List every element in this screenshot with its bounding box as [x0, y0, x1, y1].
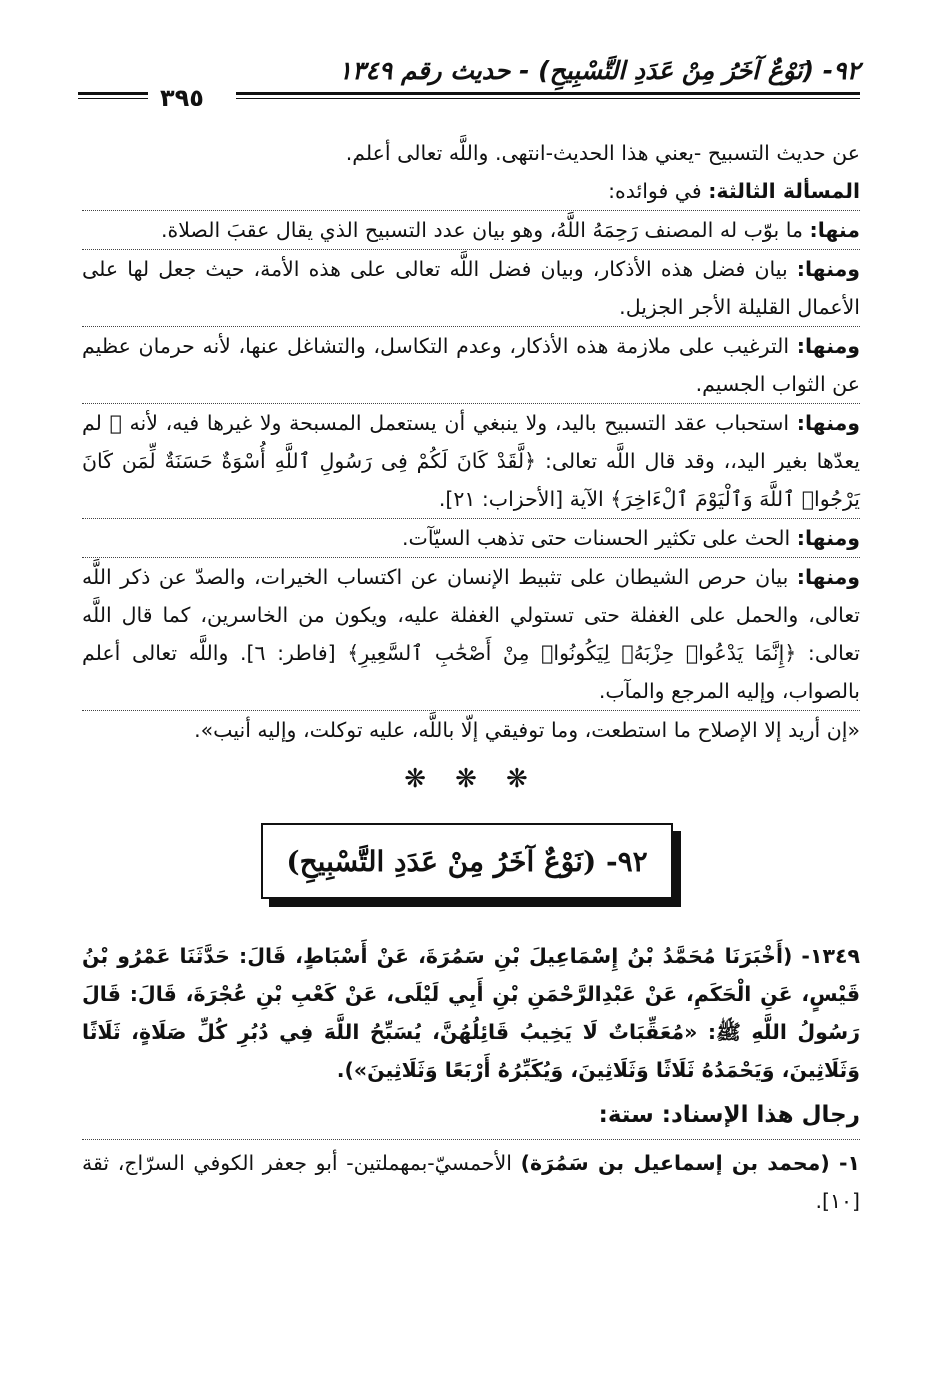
narrator-entry: ١- (محمد بن إسماعيل بن سَمُرَة) الأحمسيّ-بمهملتين- أبو جعفر الكوفي السرّاج، ثقة [١٠]. — [82, 1139, 860, 1220]
paragraph: «إن أريد إلا الإصلاح ما استطعت، وما توفيقي إلّا باللَّه، عليه توكلت، وإليه أنيب». — [82, 710, 860, 749]
paragraph: عن حديث التسبيح -يعني هذا الحديث-انتهى. واللَّه تعالى أعلم. — [345, 141, 860, 165]
chapter-heading — [261, 823, 681, 907]
hadith-text: ١٣٤٩- (أَخْبَرَنَا مُحَمَّدُ بْنُ إِسْمَاعِيلَ بْنِ سَمُرَةَ، عَنْ أَسْبَاطٍ، قَالَ: حَدَّثَنَا عَمْرُو بْنُ قَيْسٍ، عَنِ الْحَكَمِ، عَنْ عَبْدِالرَّحْمَنِ بْنِ أَبِي لَيْلَى، عَنْ كَعْبِ بْنِ عُجْرَةَ، قَالَ: قَالَ رَسُولُ اللَّهِ ﷺ: «مُعَقِّبَاتٌ لَا يَخِيبُ قَائِلُهُنَّ، يُسَبِّحُ اللَّهَ فِي دُبُرِ كُلِّ صَلَاةٍ، ثَلَاثًا وَثَلَاثِينَ، وَيَحْمَدُهُ ثَلَاثًا وَثَلَاثِينَ، وَيُكَبِّرُهُ أَرْبَعًا وَثَلَاثِينَ»). — [82, 944, 860, 1082]
section-heading: المسألة الثالثة: — [708, 179, 860, 203]
paragraph: المسألة الثالثة: في فوائده: — [608, 179, 860, 203]
narrators-heading: رجال هذا الإسناد: ستة: — [598, 1102, 860, 1128]
paragraph: ومنها: بيان حرص الشيطان على تثبيط الإنسان عن اكتساب الخيرات، والصدّ عن ذكر اللَّه تعالى، والحمل على الغفلة حتى تستولي الغفلة عليه، ويكون من الخاسرين، كما قال اللَّه تعالى: ﴿إِنَّمَا يَدْعُوا۟ حِزْبَهُۥ لِيَكُونُوا۟ مِنْ أَصْحَٰبِ ٱلسَّعِيرِ﴾ [فاطر: ٦]. واللَّه تعالى أعلم بالصواب، وإليه المرجع والمآب. — [82, 557, 860, 710]
paragraph: ومنها: الترغيب على ملازمة هذه الأذكار، وعدم التكاسل، والتشاغل عنها، لأنه حرمان عظيم عن الثواب الجسيم. — [82, 326, 860, 403]
page-number: ٣٩٥ — [160, 84, 204, 112]
running-header — [78, 56, 860, 116]
section-separator: ❋ ❋ ❋ — [404, 764, 538, 794]
page-content — [82, 134, 860, 1220]
paragraph: ومنها: بيان فضل هذه الأذكار، وبيان فضل اللَّه تعالى على هذه الأمة، حيث جعل لها على الأعمال القليلة الأجر الجزيل. — [82, 249, 860, 326]
page-number-rule — [78, 92, 148, 95]
paragraph: منها: ما بوّب له المصنف رَحِمَهُ اللَّهُ، وهو بيان عدد التسبيح الذي يقال عقبَ الصلاة. — [82, 210, 860, 249]
running-header-title: ٩٢- (نَوْعٌ آخَرُ مِنْ عَدَدِ التَّسْبِيحِ) - حديث رقم ١٣٤٩ — [338, 56, 860, 85]
chapter-title: ٩٢- (نَوْعٌ آخَرُ مِنْ عَدَدِ التَّسْبِيحِ) — [261, 823, 673, 899]
header-rule-thin — [236, 98, 860, 99]
page-number-rule-thin — [78, 98, 148, 99]
header-rule — [236, 92, 860, 95]
paragraph: ومنها: الحث على تكثير الحسنات حتى تذهب السيّآت. — [82, 518, 860, 557]
paragraph: ومنها: استحباب عقد التسبيح باليد، ولا ينبغي أن يستعمل المسبحة ولا غيرها فيه، لأنه ﷺ لم يعدّها بغير اليد،، وقد قال اللَّه تعالى: ﴿لَّقَدْ كَانَ لَكُمْ فِى رَسُولِ ٱللَّهِ أُسْوَةٌ حَسَنَةٌ لِّمَن كَانَ يَرْجُوا۟ ٱللَّهَ وَٱلْيَوْمَ ٱلْءَاخِرَ﴾ الآية [الأحزاب: ٢١]. — [82, 403, 860, 518]
